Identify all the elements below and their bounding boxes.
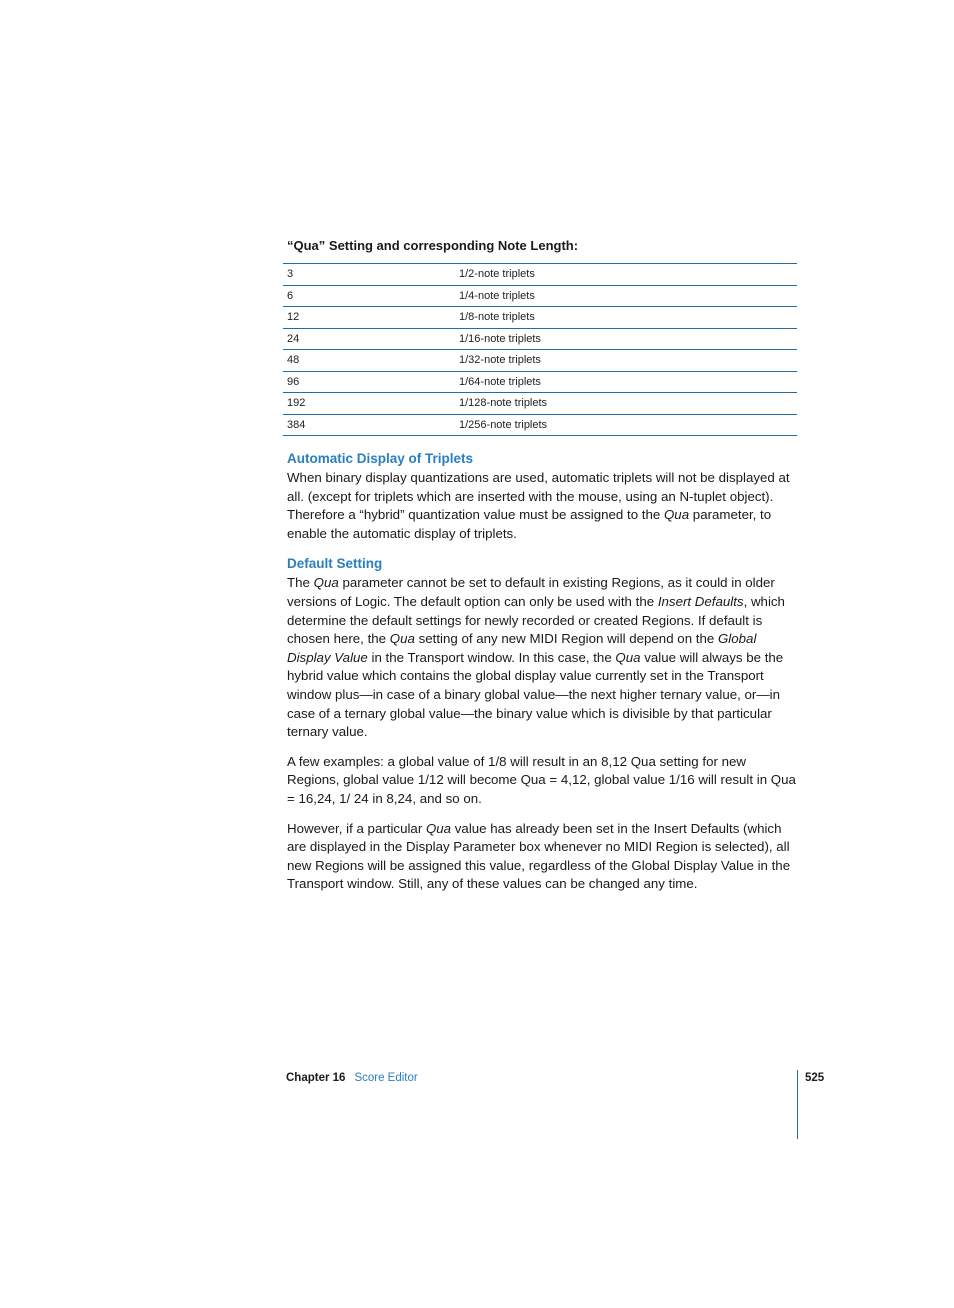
paragraph-default-setting [287, 574, 797, 741]
table-row [283, 393, 797, 415]
qua-cell: 384 [287, 418, 306, 431]
paragraph-insert-defaults [287, 820, 797, 894]
page-number: 525 [805, 1072, 825, 1084]
table-row [283, 307, 797, 329]
qua-cell: 12 [287, 311, 300, 324]
footer-chapter: Chapter 16 [286, 1072, 346, 1084]
note-length-cell: 1/32-note triplets [459, 354, 541, 367]
italic-term: Qua [313, 575, 339, 591]
italic-term: Insert Defaults [657, 593, 744, 609]
footer-chapter-title-link[interactable]: Score Editor [354, 1072, 418, 1084]
table-row [283, 264, 797, 286]
paragraph-automatic-display [287, 469, 797, 543]
note-length-cell: 1/4-note triplets [459, 289, 535, 302]
page-footer [286, 1069, 826, 1087]
table-caption: “Qua” Setting and corresponding Note Length: [287, 238, 579, 253]
qua-cell: 96 [287, 375, 300, 388]
text-run: , which determine the default settings for newly recorded or created Regions. If default is chosen here, the [287, 593, 785, 647]
note-length-cell: 1/16-note triplets [459, 332, 541, 345]
section-heading-default-setting: Default Setting [287, 556, 383, 572]
note-length-cell: 1/128-note triplets [459, 397, 548, 410]
note-length-cell: 1/256-note triplets [459, 418, 548, 431]
table-row [283, 350, 797, 372]
qua-cell: 6 [287, 289, 294, 302]
text-run: The [287, 575, 314, 591]
text-run: in the Transport window. In this case, the [367, 649, 616, 665]
note-length-cell: 1/64-note triplets [459, 375, 541, 388]
table-row [283, 371, 797, 393]
qua-cell: 3 [287, 268, 294, 281]
italic-term: Global Display Value [287, 631, 757, 665]
qua-cell: 24 [287, 332, 300, 345]
footer-divider [797, 1070, 798, 1139]
note-length-cell: 1/2-note triplets [459, 268, 535, 281]
table-row [283, 285, 797, 307]
text-run: When binary display quantizations are used, automatic triplets will not be displayed at all. (except for triplets which are inserted with the mouse, using an N-tuplet object). Therefore a “hybrid” quantization value must be assigned to the [287, 470, 790, 523]
paragraph-examples: A few examples: a global value of 1/8 will result in an 8,12 Qua setting for new Regions, global value 1/12 will become Qua = 4,12, global value 1/16 will result in Qua = 16,24, 1/ 24 in 8,24, and so on. [287, 753, 796, 806]
italic-term: Qua [615, 649, 641, 665]
text-run: value will always be the hybrid value which contains the global display value currently set in the Transport window plus—in case of a binary global value—the next higher ternary value, or—in case of a ternary global value—the binary value which is divisible by that particular ternary value. [287, 649, 784, 740]
page-content [287, 236, 797, 894]
table-row [283, 328, 797, 350]
qua-note-length-table [283, 263, 797, 436]
italic-term: Qua [663, 507, 690, 523]
table-row [283, 414, 797, 436]
text-run: However, if a particular [287, 820, 426, 836]
italic-term: Qua [425, 820, 452, 836]
text-run: parameter cannot be set to default in existing Regions, as it could in older versions of Logic. The default option can only be used with the [287, 575, 775, 609]
section-heading-automatic-display: Automatic Display of Triplets [287, 451, 474, 466]
text-run: value has already been set in the Insert Defaults (which are displayed in the Display Parameter box whenever no MIDI Region is selected), all new Regions will be assigned this value, regardless of the Global Display Value in the Transport window. Still, any of these values can be changed any time. [287, 820, 791, 892]
italic-term: Qua [389, 631, 415, 647]
note-length-cell: 1/8-note triplets [459, 311, 535, 324]
text-run: parameter, to enable the automatic display of triplets. [287, 507, 772, 541]
qua-cell: 48 [287, 354, 300, 367]
text-run: setting of any new MIDI Region will depend on the [414, 631, 718, 647]
qua-cell: 192 [287, 397, 306, 410]
